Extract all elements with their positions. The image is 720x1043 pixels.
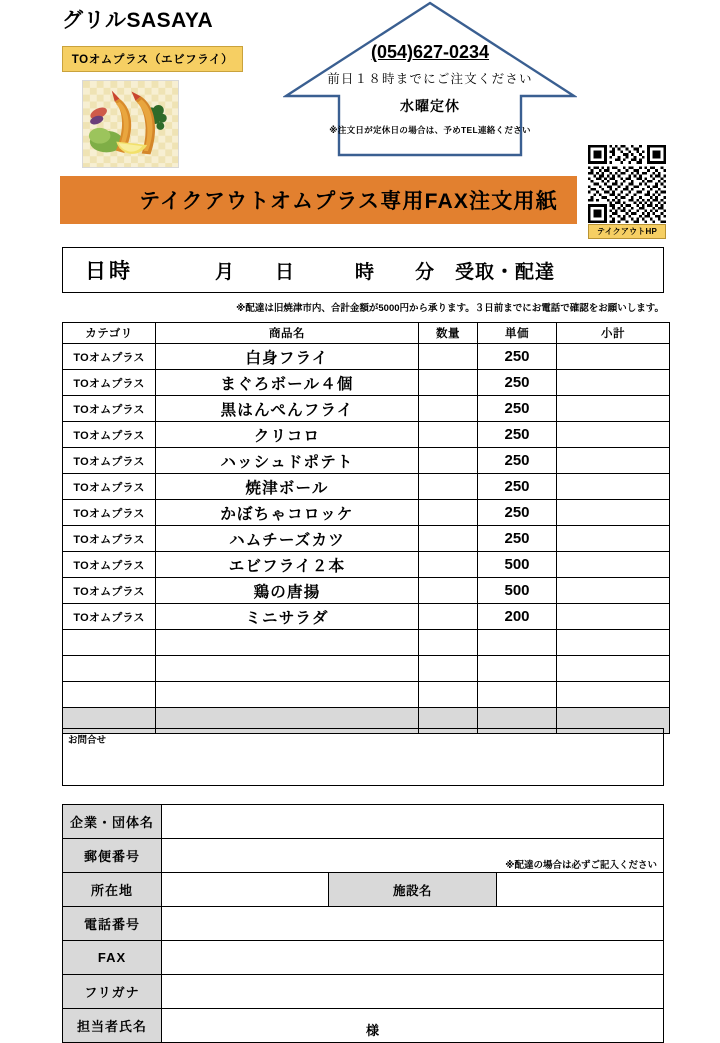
cell-product [156,682,419,708]
customer-field-value[interactable] [162,873,329,907]
cell-price: 500 [478,578,557,604]
zipcode-note: ※配達の場合は必ずご記入ください [505,859,657,871]
cell-price: 250 [478,422,557,448]
cell-price: 250 [478,474,557,500]
customer-field-value[interactable] [162,941,664,975]
customer-field-label: FAX [63,941,162,975]
facility-name-label: 施設名 [329,873,496,907]
cell-quantity[interactable] [419,396,478,422]
customer-field-value[interactable] [162,907,664,941]
cell-quantity[interactable] [419,604,478,630]
table-row [63,474,670,500]
customer-field-value[interactable] [162,1009,664,1043]
cell-price [478,682,557,708]
customer-field-value[interactable] [162,805,664,839]
table-row [63,500,670,526]
customer-info-table [62,804,664,1043]
cell-subtotal[interactable] [557,474,670,500]
cell-category: TOオムプラス [63,526,156,552]
customer-field-label: 電話番号 [63,907,162,941]
customer-row [63,839,664,873]
table-row [63,422,670,448]
phone-number: (054)627-0234 [370,42,490,62]
closed-day-note: ※注文日が定休日の場合は、予めTEL連絡ください [329,125,531,135]
product-tag-badge: TOオムプラス（エビフライ） [62,46,243,72]
cell-category: TOオムプラス [63,396,156,422]
customer-row [63,805,664,839]
cell-price: 250 [478,396,557,422]
cell-product: ミニサラダ [156,604,419,630]
customer-field-label: 担当者氏名 [63,1009,162,1043]
cell-product: かぼちゃコロッケ [156,500,419,526]
cell-quantity[interactable] [419,578,478,604]
header-product: 商品名 [156,323,419,344]
customer-row [63,873,664,907]
banner-contact-block [283,42,577,136]
cell-quantity[interactable] [419,682,478,708]
cell-product: エビフライ２本 [156,552,419,578]
cell-product: まぐろボール４個 [156,370,419,396]
facility-name-value[interactable] [496,873,663,907]
cell-subtotal[interactable] [557,630,670,656]
cell-category: TOオムプラス [63,578,156,604]
cell-subtotal[interactable] [557,552,670,578]
cell-subtotal[interactable] [557,370,670,396]
cell-price: 250 [478,526,557,552]
qr-block[interactable] [583,145,671,239]
table-row [63,396,670,422]
cell-price: 250 [478,448,557,474]
customer-row [63,1009,664,1043]
table-row [63,578,670,604]
cell-category: TOオムプラス [63,552,156,578]
cell-quantity[interactable] [419,526,478,552]
table-row [63,370,670,396]
items-table-header-row [63,323,670,344]
customer-field-label: 郵便番号 [63,839,162,873]
cell-price [478,630,557,656]
cell-product: クリコロ [156,422,419,448]
cell-quantity[interactable] [419,656,478,682]
cell-product [156,656,419,682]
cell-price: 200 [478,604,557,630]
cell-product [156,630,419,656]
cell-subtotal[interactable] [557,396,670,422]
datetime-fields: 月 日 時 分 受取・配達 [215,261,556,283]
table-row [63,552,670,578]
honorific-suffix: 様 [365,1023,379,1038]
table-row [63,656,670,682]
table-row [63,630,670,656]
cell-quantity[interactable] [419,474,478,500]
cell-quantity[interactable] [419,630,478,656]
cell-subtotal[interactable] [557,578,670,604]
cell-subtotal[interactable] [557,656,670,682]
cell-subtotal[interactable] [557,448,670,474]
cell-price: 500 [478,552,557,578]
order-deadline-note: 前日１８時までにご注文ください [327,72,533,86]
delivery-note: ※配達は旧焼津市内、合計金額が5000円から承ります。３日前までにお電話で確認をお願いします。 [236,303,664,314]
cell-quantity[interactable] [419,448,478,474]
cell-product: 黒はんぺんフライ [156,396,419,422]
cell-product: ハッシュドポテト [156,448,419,474]
cell-product: 鶏の唐揚 [156,578,419,604]
cell-subtotal[interactable] [557,422,670,448]
cell-price: 250 [478,344,557,370]
cell-product: 焼津ボール [156,474,419,500]
table-row [63,448,670,474]
cell-price: 250 [478,370,557,396]
customer-field-value[interactable] [162,975,664,1009]
customer-field-label: 企業・団体名 [63,805,162,839]
customer-row [63,975,664,1009]
cell-subtotal[interactable] [557,604,670,630]
table-row [63,682,670,708]
inquiry-box[interactable] [62,728,664,786]
cell-quantity[interactable] [419,344,478,370]
closed-day-label: 水曜定休 [400,98,460,114]
cell-subtotal[interactable] [557,682,670,708]
header-quantity: 数量 [419,323,478,344]
qr-label: テイクアウトHP [588,224,666,239]
cell-category [63,656,156,682]
cell-quantity[interactable] [419,422,478,448]
items-table [62,322,670,734]
header-subtotal: 小計 [557,323,670,344]
inquiry-label: お問合せ [68,735,107,746]
table-row [63,604,670,630]
qr-code-icon[interactable] [588,145,666,223]
cell-product: ハムチーズカツ [156,526,419,552]
cell-category: TOオムプラス [63,422,156,448]
cell-category: TOオムプラス [63,500,156,526]
customer-row [63,941,664,975]
customer-field-label: 所在地 [63,873,162,907]
cell-category [63,630,156,656]
cell-subtotal[interactable] [557,344,670,370]
cell-price [478,656,557,682]
cell-category: TOオムプラス [63,370,156,396]
form-title-banner: テイクアウトオムプラス専用FAX注文用紙 [60,176,577,224]
header-price: 単価 [478,323,557,344]
customer-field-label: フリガナ [63,975,162,1009]
cell-category: TOオムプラス [63,604,156,630]
customer-row [63,907,664,941]
datetime-label: 日時 [85,260,133,283]
cell-price: 250 [478,500,557,526]
cell-category: TOオムプラス [63,448,156,474]
cell-quantity[interactable] [419,370,478,396]
cell-subtotal[interactable] [557,526,670,552]
cell-category: TOオムプラス [63,344,156,370]
cell-category: TOオムプラス [63,474,156,500]
cell-product: 白身フライ [156,344,419,370]
page-title: グリルSASAYA [62,9,214,32]
cell-quantity[interactable] [419,500,478,526]
header-category: カテゴリ [63,323,156,344]
datetime-row[interactable] [62,247,664,293]
cell-subtotal[interactable] [557,500,670,526]
table-row [63,526,670,552]
cell-category [63,682,156,708]
customer-field-value[interactable] [162,839,664,873]
table-row [63,344,670,370]
cell-quantity[interactable] [419,552,478,578]
fried-shrimp-photo [82,80,179,168]
